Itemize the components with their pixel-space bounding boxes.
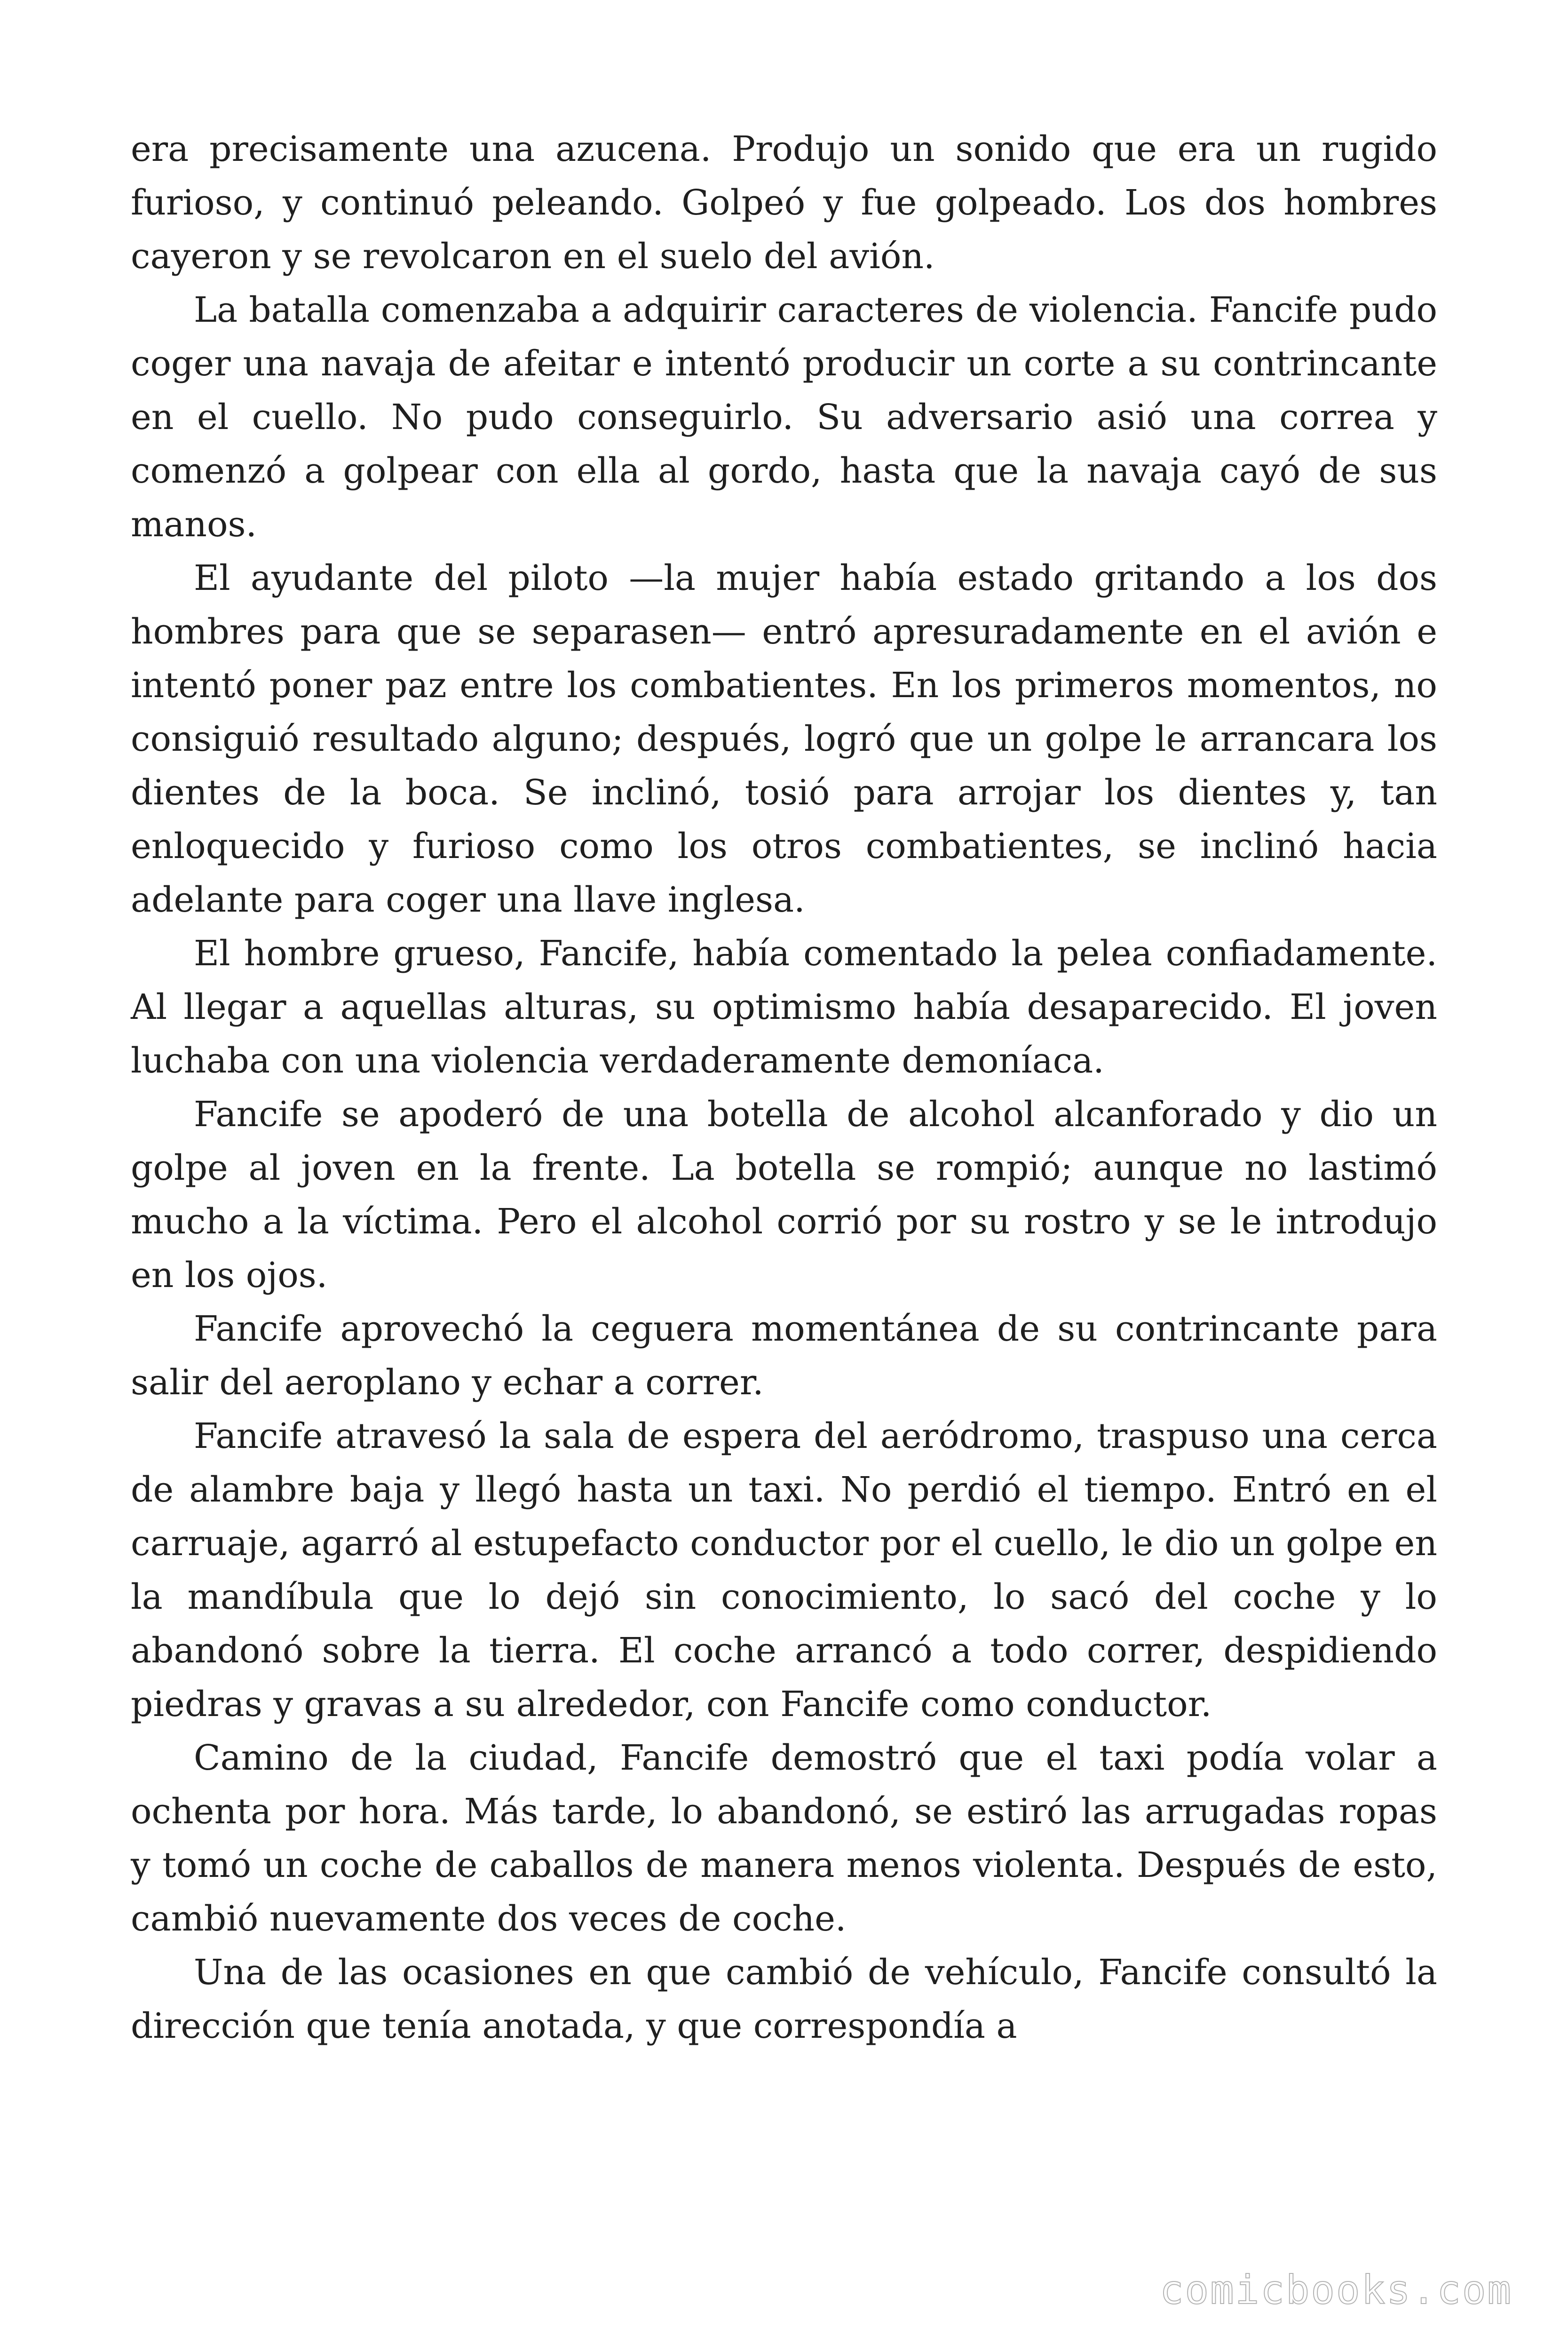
paragraph: La batalla comenzaba a adquirir caracteres de violencia. Fancife pudo coger una navaja de afeitar e intentó producir un corte a su contrincante en el cuello. No pudo conseguirlo. Su adversario asió una correa y comenzó a golpear con ella al gordo, hasta que la navaja cayó de sus manos. [131, 290, 1437, 545]
paragraph: Fancife se apoderó de una botella de alcohol alcanforado y dio un golpe al joven en la frente. La botella se rompió; aunque no lastimó mucho a la víctima. Pero el alcohol corrió por su rostro y se le introdujo en los ojos. [131, 1094, 1437, 1295]
body-text [131, 122, 1437, 2053]
paragraph: era precisamente una azucena. Produjo un sonido que era un rugido furioso, y continuó peleando. Golpeó y fue golpeado. Los dos hombres cayeron y se revolcaron en el suelo del avión. [131, 129, 1437, 277]
paragraph: Fancife aprovechó la ceguera momentánea de su contrincante para salir del aeroplano y echar a correr. [131, 1309, 1437, 1403]
paragraph: El ayudante del piloto —la mujer había estado gritando a los dos hombres para que se separasen— entró apresuradamente en el avión e intentó poner paz entre los combatientes. En los primeros momentos, no consiguió resultado alguno; después, logró que un golpe le arrancara los dientes de la boca. Se inclinó, tosió para arrojar los dientes y, tan enloquecido y furioso como los otros combatientes, se inclinó hacia adelante para coger una llave inglesa. [131, 558, 1437, 920]
paragraph: Una de las ocasiones en que cambió de vehículo, Fancife consultó la dirección que tenía anotada, y que correspondía a [131, 1952, 1437, 2046]
paragraph: Camino de la ciudad, Fancife demostró que el taxi podía volar a ochenta por hora. Más tarde, lo abandonó, se estiró las arrugadas ropas y tomó un coche de caballos de manera menos violenta. Después de esto, cambió nuevamente dos veces de coche. [131, 1738, 1437, 1939]
watermark: comicbooks.com [1159, 2267, 1513, 2313]
paragraph: Fancife atravesó la sala de espera del aeródromo, traspuso una cerca de alambre baja y llegó hasta un taxi. No perdió el tiempo. Entró en el carruaje, agarró al estupefacto conductor por el cuello, le dio un golpe en la mandíbula que lo dejó sin conocimiento, lo sacó del coche y lo abandonó sobre la tierra. El coche arrancó a todo correr, despidiendo piedras y gravas a su alrededor, con Fancife como conductor. [131, 1416, 1437, 1724]
paragraph: El hombre grueso, Fancife, había comentado la pelea confiadamente. Al llegar a aquellas alturas, su optimismo había desaparecido. El joven luchaba con una violencia verdaderamente demoníaca. [131, 933, 1437, 1081]
